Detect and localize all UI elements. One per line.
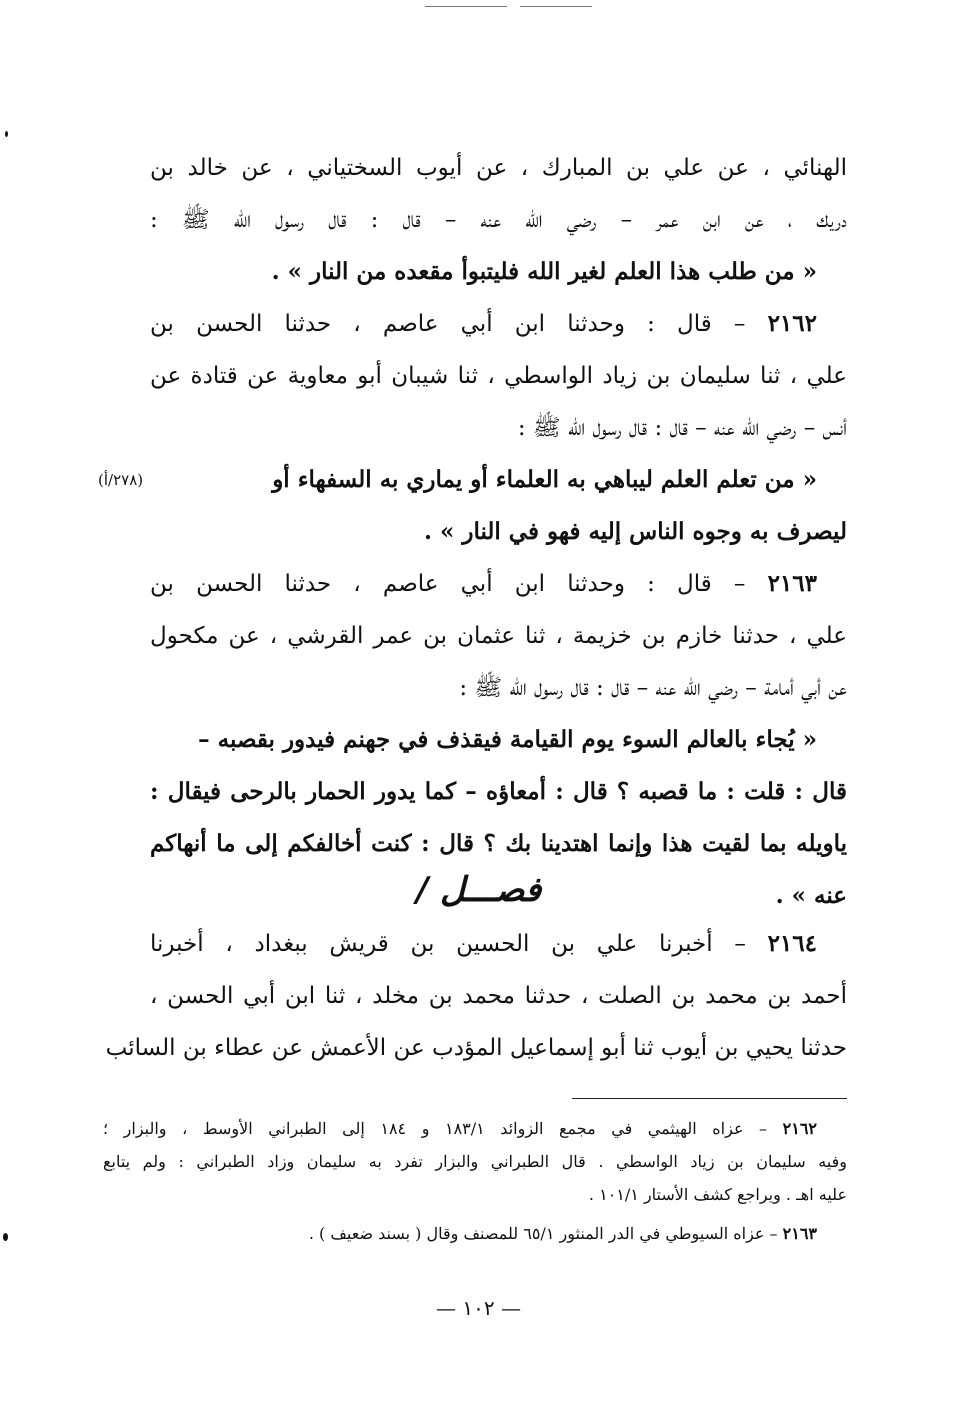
text-line bbox=[150, 818, 847, 870]
footnotes bbox=[103, 1112, 847, 1250]
main-text bbox=[98, 142, 847, 922]
footnote-line bbox=[103, 1178, 847, 1211]
line-text: عنه » . bbox=[775, 882, 847, 909]
footnote-line bbox=[103, 1112, 847, 1145]
text-line bbox=[150, 142, 847, 194]
footnote-text: – عزاه السيوطي في الدر المنثور ٦٥/١ للمصنف وقال ( بسند ضعيف ) . bbox=[308, 1224, 783, 1243]
text-line bbox=[150, 714, 847, 766]
text-line bbox=[150, 610, 847, 662]
manuscript-folio-marker: (٢٧٨/أ) bbox=[98, 471, 144, 489]
footnote-number: ٢١٦٣ bbox=[782, 1224, 817, 1243]
line-text: – أخبرنا علي بن الحسين بن قريش ببغداد ، أخبرنا bbox=[150, 931, 768, 957]
line-text: أحمد بن محمد بن الصلت ، حدثنا محمد بن مخلد ، ثنا ابن أبي الحسن ، bbox=[150, 983, 847, 1009]
section-title: فصـــل / bbox=[415, 870, 542, 910]
line-text: « من طلب هذا العلم لغير الله فليتبوأ مقعده من النار » . bbox=[271, 258, 817, 285]
footnote-line bbox=[103, 1145, 847, 1178]
hadith-number: ٢١٦٣ bbox=[767, 570, 817, 597]
text-line bbox=[150, 402, 847, 454]
text-line bbox=[150, 662, 847, 714]
line-text: عن أبي أمامة – رضي الله عنه – قال : قال رسول الله ﷺ : bbox=[459, 675, 847, 701]
top-rule-left bbox=[425, 6, 507, 7]
text-line bbox=[98, 454, 847, 506]
text-line bbox=[150, 970, 847, 1022]
scan-speck bbox=[5, 131, 8, 137]
line-text: دريك ، عن ابن عمر – رضي الله عنه – قال : قال رسول الله ﷺ : bbox=[150, 207, 847, 233]
footnote-separator bbox=[572, 1098, 847, 1099]
line-text: « يُجاء بالعالم السوء يوم القيامة فيقذف في جهنم فيدور بقصبه – bbox=[198, 726, 817, 753]
text-line bbox=[150, 298, 847, 350]
text-line bbox=[150, 766, 847, 818]
footnote-text: – عزاه الهيثمي في مجمع الزوائد ١٨٣/١ و ١٨٤ إلى الطبراني الأوسط ، والبزار ؛ bbox=[103, 1119, 783, 1138]
main-text-continued bbox=[105, 918, 847, 1074]
line-text: حدثنا يحيي بن أيوب ثنا أبو إسماعيل المؤدب عن الأعمش عن عطاء بن السائب bbox=[105, 1035, 847, 1061]
line-text: ليصرف به وجوه الناس إليه فهو في النار » . bbox=[423, 518, 847, 545]
line-text: قال : قلت : ما قصبه ؟ قال : أمعاؤه – كما يدور الحمار بالرحى فيقال : bbox=[150, 778, 847, 805]
text-line bbox=[150, 558, 847, 610]
hadith-number: ٢١٦٤ bbox=[767, 930, 817, 957]
footnote-number: ٢١٦٢ bbox=[782, 1119, 817, 1138]
hadith-number: ٢١٦٢ bbox=[767, 310, 817, 337]
text-line bbox=[105, 1022, 847, 1074]
footnote-text: وفيه سليمان بن زياد الواسطي . قال الطبراني والبزار تفرد به سليمان وزاد الطبراني : ولم يتابع bbox=[103, 1152, 847, 1171]
line-text: « من تعلم العلم ليباهي به العلماء أو يماري به السفهاء أو bbox=[272, 466, 817, 493]
top-rule-right bbox=[520, 6, 592, 7]
line-text: – قال : وحدثنا ابن أبي عاصم ، حدثنا الحسن بن bbox=[150, 571, 768, 597]
scan-speck bbox=[3, 1233, 8, 1241]
text-line bbox=[150, 194, 847, 246]
text-line bbox=[150, 350, 847, 402]
footnote-text: عليه اهـ . ويراجع كشف الأستار ١٠١/١ . bbox=[588, 1185, 847, 1204]
line-text: ياويله بما لقيت هذا وإنما اهتدينا بك ؟ قال : كنت أخالفكم إلى ما أنهاكم bbox=[150, 830, 847, 857]
text-line bbox=[150, 506, 847, 558]
line-text: علي ، ثنا سليمان بن زياد الواسطي ، ثنا شيبان أبو معاوية عن قتادة عن bbox=[150, 363, 847, 389]
text-line bbox=[150, 918, 847, 970]
text-line bbox=[150, 246, 847, 298]
line-text: – قال : وحدثنا ابن أبي عاصم ، حدثنا الحسن بن bbox=[150, 311, 768, 337]
footnote-line bbox=[103, 1217, 847, 1250]
line-text: الهنائي ، عن علي بن المبارك ، عن أيوب السختياني ، عن خالد بن bbox=[150, 155, 847, 181]
page-number: — ١٠٢ — bbox=[436, 1296, 521, 1320]
line-text: أنس – رضي الله عنه – قال : قال رسول الله ﷺ : bbox=[517, 415, 847, 441]
line-text: علي ، حدثنا خازم بن خزيمة ، ثنا عثمان بن عمر القرشي ، عن مكحول bbox=[150, 623, 847, 649]
